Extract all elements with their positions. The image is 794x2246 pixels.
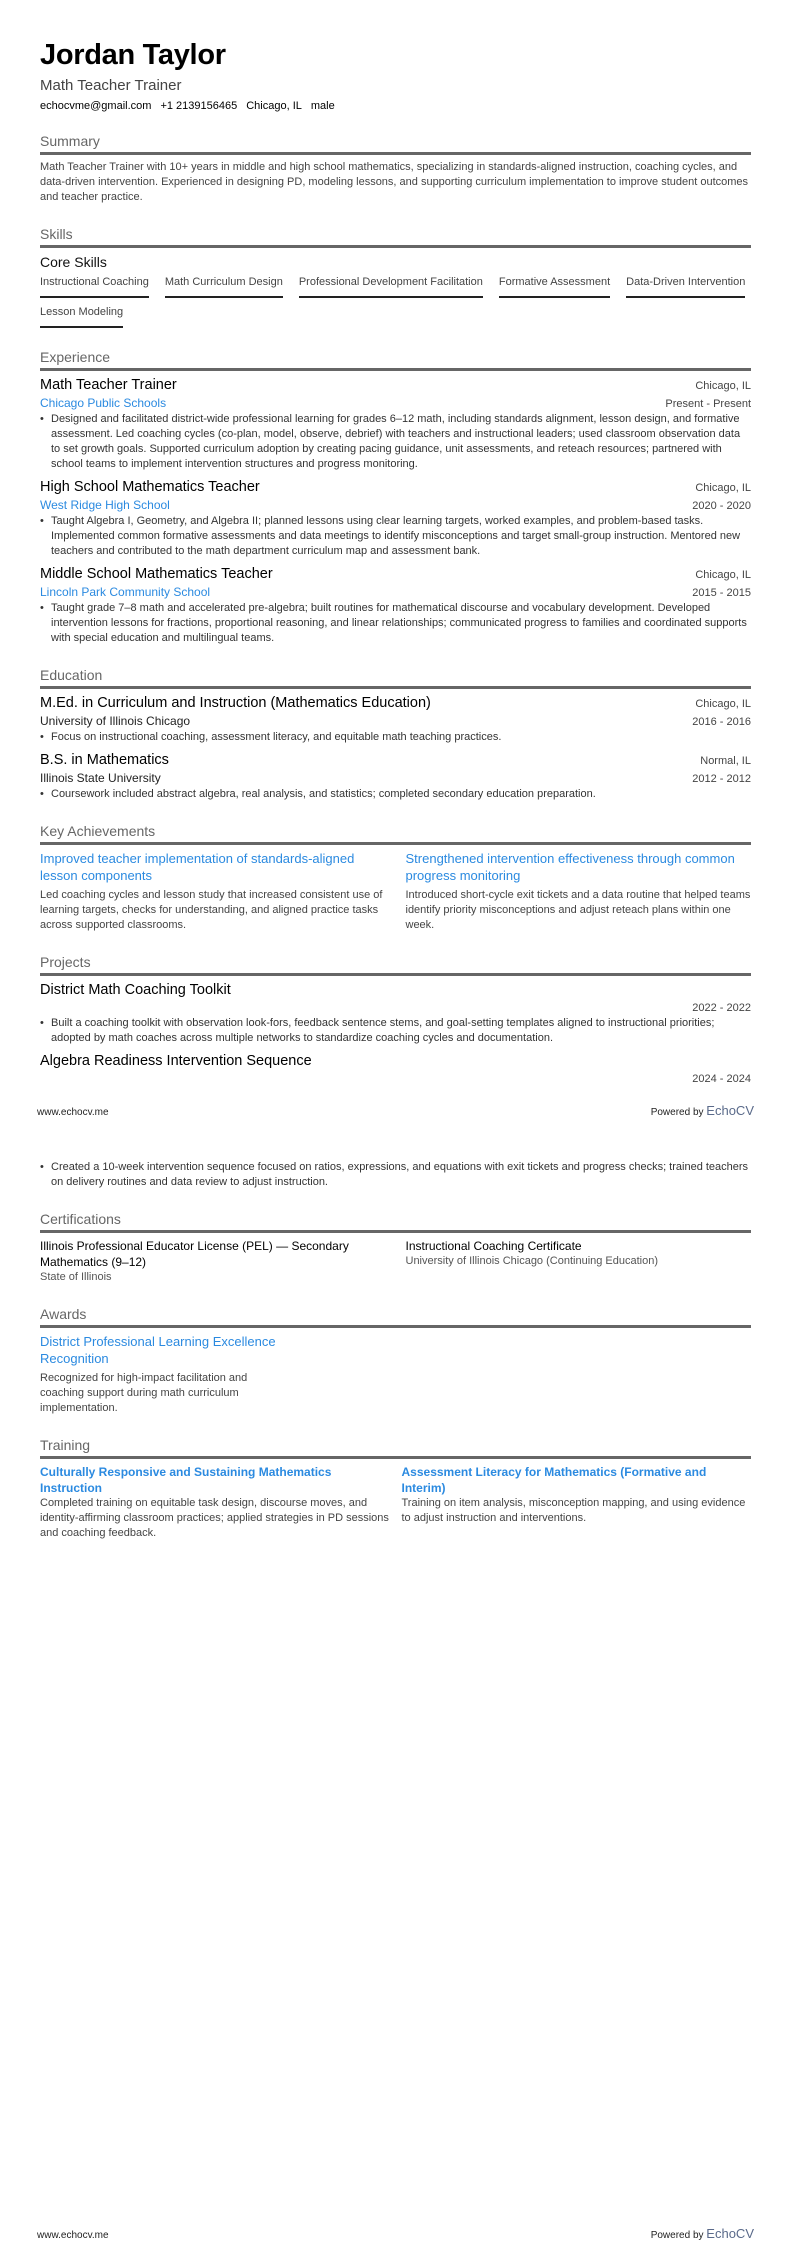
school-name: University of Illinois Chicago (40, 714, 191, 728)
project-title: District Math Coaching Toolkit (40, 982, 231, 998)
section-heading: Training (40, 1437, 91, 1453)
skill-tag: Lesson Modeling (40, 306, 123, 328)
skill-tag: Math Curriculum Design (165, 276, 283, 298)
section-heading: Certifications (40, 1211, 121, 1227)
candidate-title: Math Teacher Trainer (40, 77, 182, 94)
footer-url[interactable]: www.echocv.me (37, 2230, 109, 2241)
section-heading: Education (40, 667, 103, 683)
section-divider (40, 152, 751, 155)
job-bullet: • Taught Algebra I, Geometry, and Algebra II; planned lessons using clear learning targets, worked examples, and problem-based tasks. Implemented common formative assessments and data meetings to identify misconceptions and target small-group instruction. Mentored new teachers and contributed to the math department curriculum map and assessment bank. (40, 514, 751, 559)
job-title: Math Teacher Trainer (40, 377, 177, 393)
job-dates: Present - Present (665, 398, 751, 410)
powered-by-label: Powered by (650, 2230, 704, 2241)
project-entry (40, 1052, 751, 1087)
experience-entry (40, 376, 751, 472)
summary-text: Math Teacher Trainer with 10+ years in middle and high school mathematics, specializing in standards-aligned instruction, coaching cycles, and data-driven intervention. Experienced in designing PD, modeling lessons, and supporting curriculum implementation to improve student outcomes and teacher practice. (40, 161, 749, 203)
school-name: Illinois State University (40, 771, 161, 785)
training-desc: Completed training on equitable task design, discourse moves, and identity-affirming classroom practices; applied strategies in PD sessions and coaching feedback. (40, 1497, 389, 1539)
company-name: West Ridge High School (40, 498, 170, 512)
project-entry (40, 981, 751, 1046)
awards-section (40, 1305, 751, 1416)
company-name: Lincoln Park Community School (40, 585, 211, 599)
certification-issuer: University of Illinois Chicago (Continuing Education) (405, 1255, 659, 1267)
job-bullet: • Taught grade 7–8 math and accelerated pre-algebra; built routines for mathematical discourse and vocabulary development. Developed intervention lessons for fractions, proportional reasoning, and linear relationships; communicated progress to families and coordinated supports with special education and multilingual teams. (40, 601, 751, 646)
job-title: High School Mathematics Teacher (40, 479, 260, 495)
skill-tag: Professional Development Facilitation (299, 276, 483, 298)
project-title: Algebra Readiness Intervention Sequence (40, 1053, 312, 1069)
section-divider (40, 686, 751, 689)
training-section (40, 1436, 751, 1541)
certification-item (406, 1238, 752, 1285)
section-divider (40, 245, 751, 248)
training-title: Assessment Literacy for Mathematics (Formative and Interim) (401, 1465, 707, 1495)
section-heading: Awards (40, 1306, 87, 1322)
section-divider (40, 1325, 751, 1328)
skill-group-title: Core Skills (40, 254, 107, 270)
education-bullet: • Coursework included abstract algebra, real analysis, and statistics; completed secondary education preparation. (40, 787, 751, 802)
company-name: Chicago Public Schools (40, 396, 167, 410)
skills-section (40, 225, 751, 328)
job-dates: 2020 - 2020 (692, 500, 751, 512)
job-title: Middle School Mathematics Teacher (40, 566, 273, 582)
section-heading: Experience (40, 349, 111, 365)
resume-page-2 (0, 1123, 794, 2246)
certification-issuer: State of Illinois (40, 1271, 112, 1283)
phone: +1 2139156465 (160, 100, 238, 112)
email[interactable]: echocvme@gmail.com (40, 100, 152, 112)
experience-entry (40, 565, 751, 646)
achievement-item (40, 850, 386, 933)
skill-tag: Instructional Coaching (40, 276, 149, 298)
certifications-section (40, 1210, 751, 1285)
location: Chicago, IL (246, 100, 302, 112)
degree: M.Ed. in Curriculum and Instruction (Mathematics Education) (40, 695, 431, 711)
section-heading: Key Achievements (40, 823, 156, 839)
training-desc: Training on item analysis, misconception mapping, and using evidence to adjust instruction and interventions. (401, 1497, 746, 1524)
award-desc: Recognized for high-impact facilitation and coaching support during math curriculum implementation. (40, 1372, 248, 1414)
education-bullet: • Focus on instructional coaching, assessment literacy, and equitable math teaching practices. (40, 730, 751, 745)
achievement-desc: Led coaching cycles and lesson study that increased consistent use of learning targets, checks for understanding, and aligned practice tasks across supported classrooms. (40, 889, 383, 931)
job-bullet: • Designed and facilitated district-wide professional learning for grades 6–12 math, including standards alignment, lesson design, and formative assessment. Led coaching cycles (co-plan, model, observe, debrief) with teachers and instructional leaders; used classroom observation data to set growth goals. Supported curriculum adoption by creating pacing guidance, unit assessments, and reteach resources; partnered with school teams to implement intervention structures and progress monitoring. (40, 412, 751, 472)
section-divider (40, 973, 751, 976)
education-dates: 2012 - 2012 (692, 773, 751, 785)
powered-by-label: Powered by (650, 1107, 704, 1118)
school-location: Normal, IL (700, 755, 751, 767)
award-item (40, 1333, 280, 1416)
certification-name: Instructional Coaching Certificate (405, 1239, 582, 1253)
section-divider (40, 1456, 751, 1459)
education-entry (40, 751, 751, 802)
job-dates: 2015 - 2015 (692, 587, 751, 599)
school-location: Chicago, IL (695, 698, 751, 710)
education-entry (40, 694, 751, 745)
training-title: Culturally Responsive and Sustaining Mathematics Instruction (40, 1465, 332, 1495)
achievements-section (40, 822, 751, 933)
skill-tag: Formative Assessment (499, 276, 610, 298)
achievement-title: Improved teacher implementation of standards-aligned lesson components (40, 851, 355, 883)
powered-by (651, 2226, 754, 2241)
certification-name: Illinois Professional Educator License (PEL) — Secondary Mathematics (9–12) (40, 1239, 349, 1269)
job-location: Chicago, IL (695, 482, 751, 494)
section-heading: Summary (40, 133, 100, 149)
section-heading: Projects (40, 954, 91, 970)
degree: B.S. in Mathematics (40, 752, 169, 768)
training-item (402, 1464, 752, 1541)
project-dates: 2022 - 2022 (692, 1002, 751, 1014)
footer-url[interactable]: www.echocv.me (37, 1107, 109, 1118)
project-bullet: • Created a 10-week intervention sequence focused on ratios, expressions, and equations with exit tickets and progress checks; trained teachers on delivery routines and data review to adjust instruction. (40, 1160, 751, 1190)
project-bullet: • Built a coaching toolkit with observation look-fors, feedback sentence stems, and goal-setting templates aligned to instructional priorities; adopted by math coaches across multiple networks to standardize coaching cycles and documentation. (40, 1016, 751, 1046)
section-divider (40, 368, 751, 371)
achievement-desc: Introduced short-cycle exit tickets and a data routine that helped teams identify priority misconceptions and adjust reteach plans within one week. (405, 889, 751, 931)
section-divider (40, 842, 751, 845)
gender: male (310, 100, 335, 112)
page-footer (37, 2226, 754, 2241)
projects-section (40, 953, 751, 1087)
powered-by (651, 1103, 754, 1118)
achievement-title: Strengthened intervention effectiveness through common progress monitoring (405, 851, 735, 883)
skill-tag: Data-Driven Intervention (626, 276, 745, 298)
certification-item (40, 1238, 386, 1285)
job-location: Chicago, IL (695, 380, 751, 392)
candidate-name: Jordan Taylor (40, 39, 226, 71)
section-heading: Skills (40, 226, 73, 242)
section-divider (40, 1230, 751, 1233)
achievement-item (406, 850, 752, 933)
summary-section (40, 132, 751, 205)
brand-logo[interactable]: EchoCV (706, 2226, 754, 2241)
award-title: District Professional Learning Excellence Recognition (40, 1334, 276, 1366)
experience-entry (40, 478, 751, 559)
job-location: Chicago, IL (695, 569, 751, 581)
brand-logo[interactable]: EchoCV (706, 1103, 754, 1118)
training-item (40, 1464, 390, 1541)
contact-info (40, 100, 751, 112)
experience-section (40, 348, 751, 646)
education-dates: 2016 - 2016 (692, 716, 751, 728)
project-dates: 2024 - 2024 (692, 1073, 751, 1085)
education-section (40, 666, 751, 802)
page-footer (37, 1103, 754, 1118)
skill-tags (40, 276, 751, 328)
